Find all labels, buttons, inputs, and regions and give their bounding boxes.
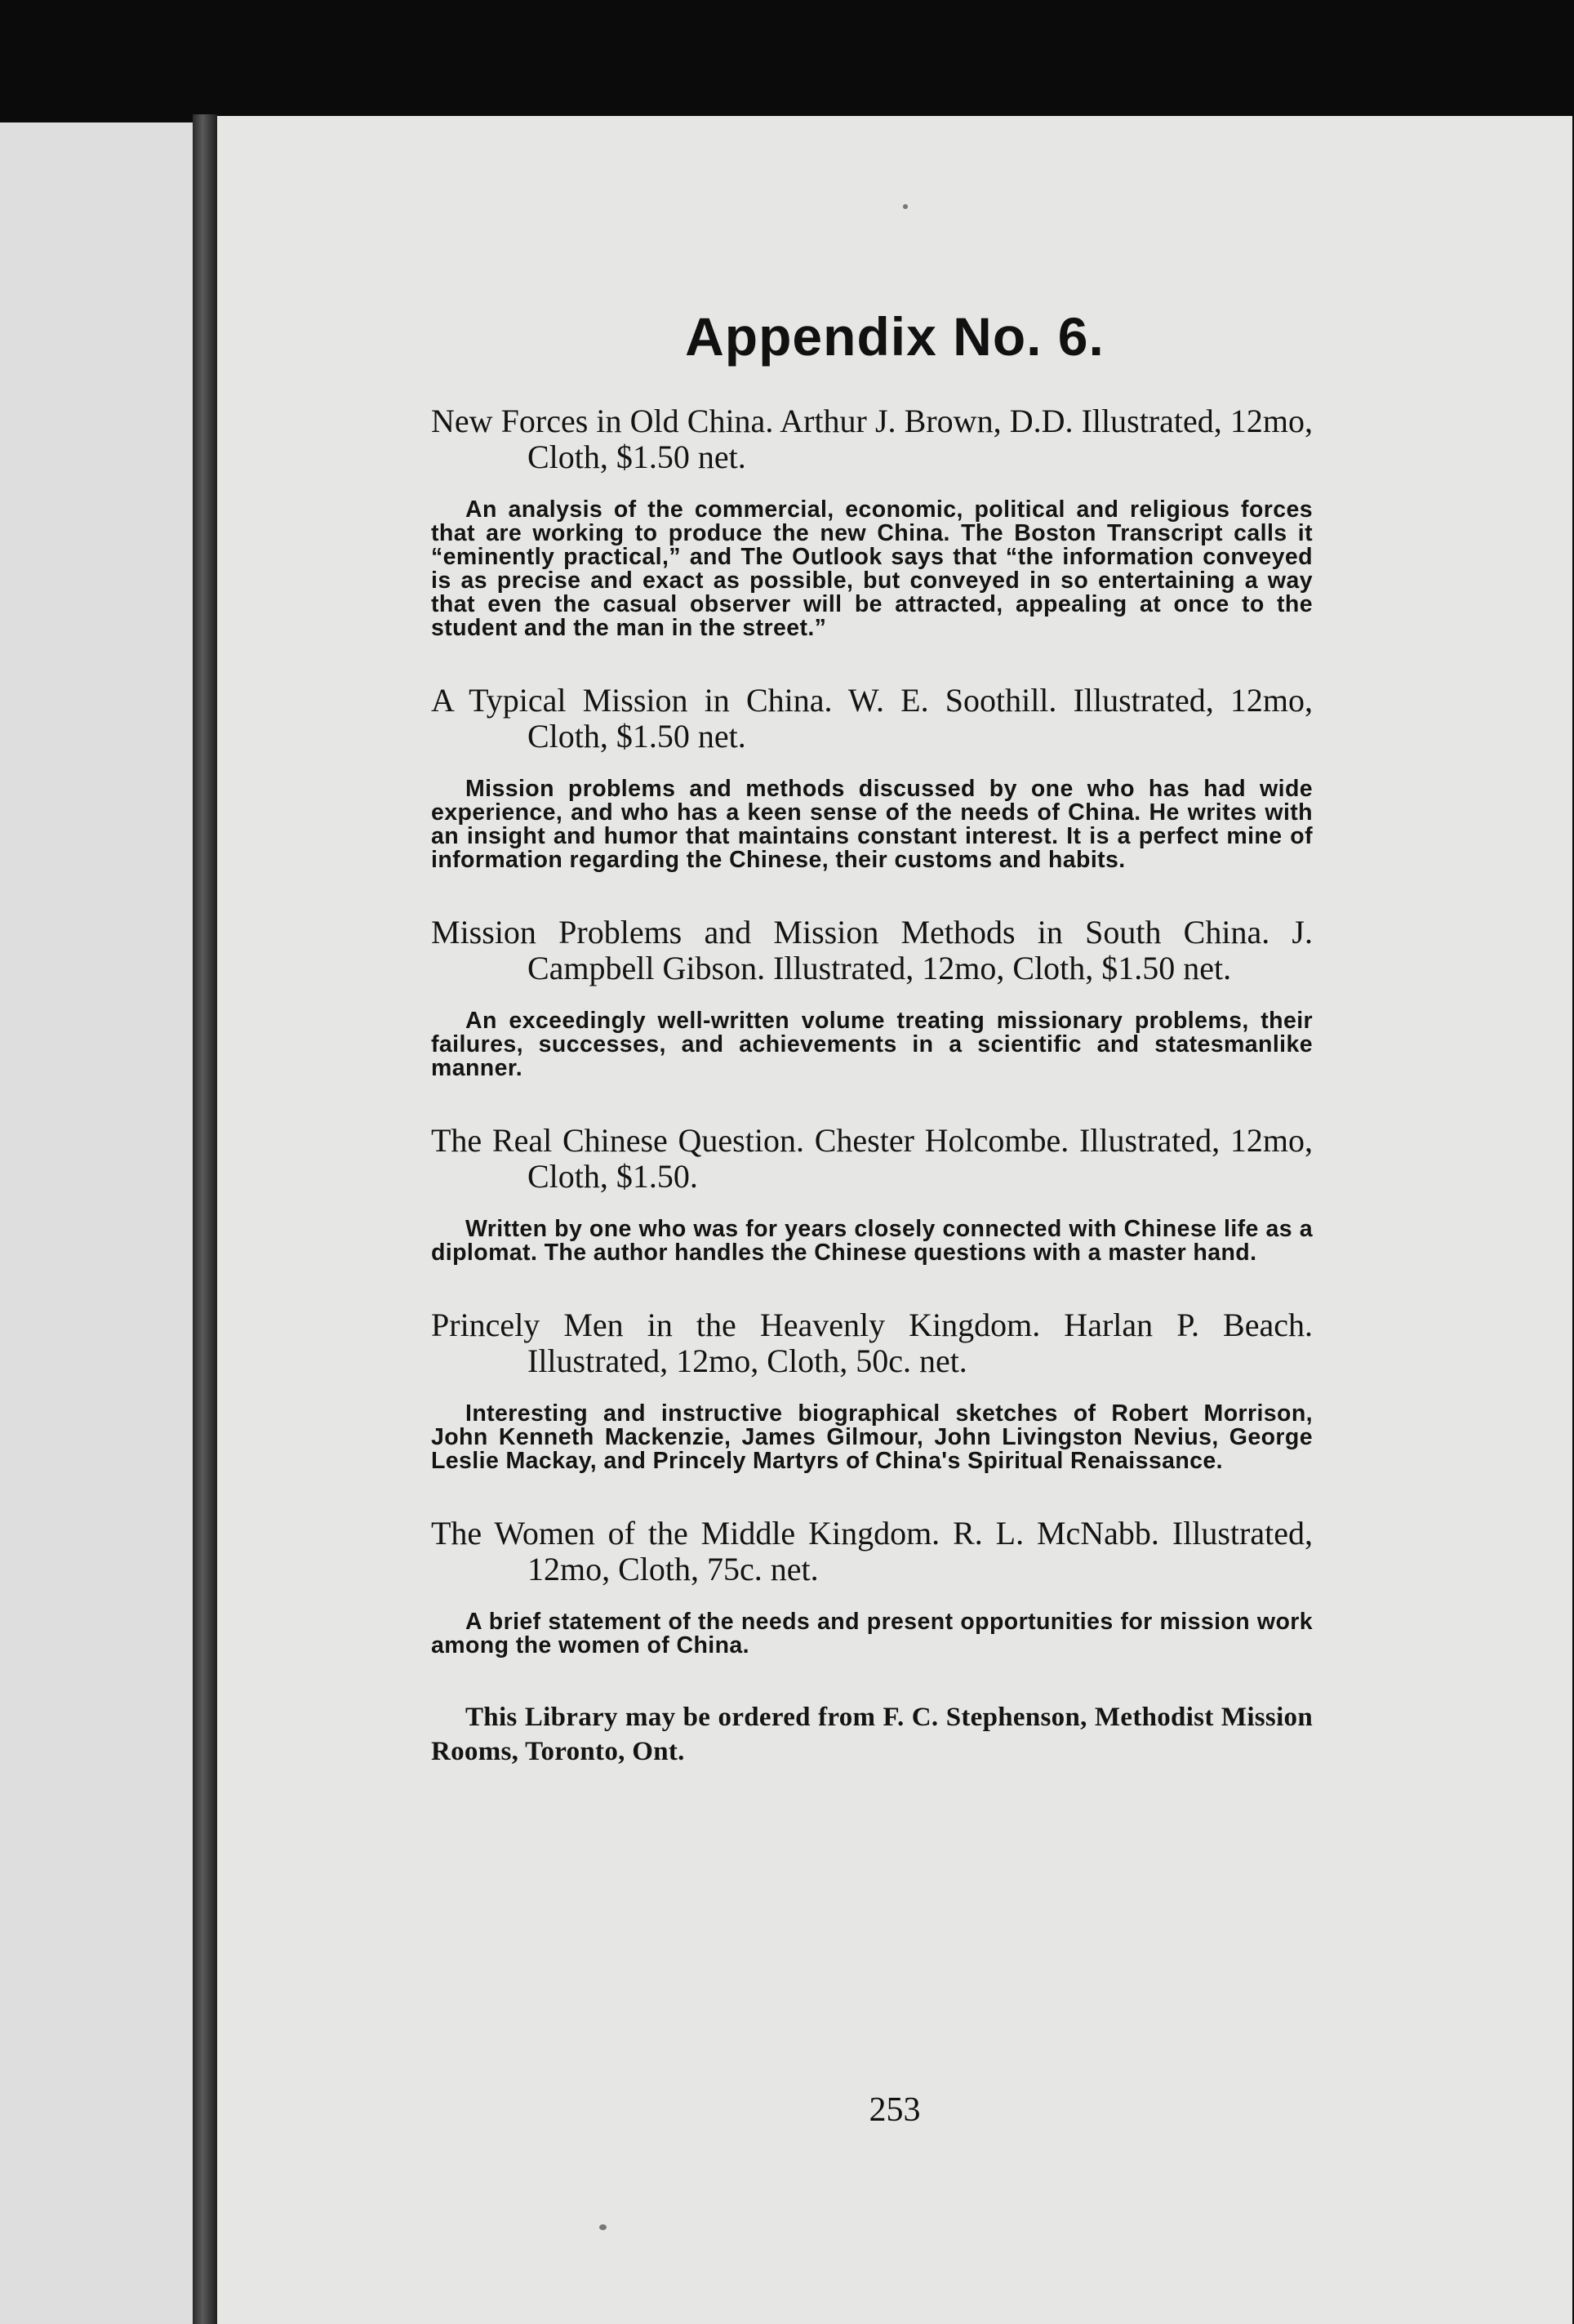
- book-description: A brief statement of the needs and present opportunities for mission work among the women of China.: [431, 1609, 1313, 1658]
- book-list: [431, 403, 1313, 1769]
- book-title: Mission Problems and Mission Methods in South China. J. Campbell Gibson. Illustrated, 12mo, Cloth, $1.50 net.: [431, 914, 1313, 986]
- list-item: [431, 403, 1313, 640]
- book-title: The Real Chinese Question. Chester Holcombe. Illustrated, 12mo, Cloth, $1.50.: [431, 1122, 1313, 1195]
- list-item: [431, 915, 1313, 1080]
- book-description: Written by one who was for years closely connected with Chinese life as a diplomat. The author handles the Chinese questions with a master hand.: [431, 1216, 1313, 1266]
- book-description: Mission problems and methods discussed by one who has had wide experience, and who has a keen sense of the needs of China. He writes with an insight and humor that maintains constant interest. It is a perfect mine of information regarding the Chinese, their customs and habits.: [431, 776, 1313, 873]
- book-description: An exceedingly well-written volume treating missionary problems, their failures, successes, and achievements in a scientific and statesmanlike manner.: [431, 1008, 1313, 1081]
- list-item: [431, 1123, 1313, 1265]
- paper-speck: [903, 204, 908, 209]
- order-note: This Library may be ordered from F. C. Stephenson, Methodist Mission Rooms, Toronto, Ont.: [431, 1703, 1313, 1766]
- book-page: [217, 116, 1572, 2324]
- book-gutter: [193, 114, 217, 2324]
- book-title: A Typical Mission in China. W. E. Soothill. Illustrated, 12mo, Cloth, $1.50 net.: [431, 682, 1313, 755]
- book-title: The Women of the Middle Kingdom. R. L. McNabb. Illustrated, 12mo, Cloth, 75c. net.: [431, 1515, 1313, 1587]
- list-item: [431, 1516, 1313, 1658]
- book-title: New Forces in Old China. Arthur J. Brown, D.D. Illustrated, 12mo, Cloth, $1.50 net.: [431, 403, 1313, 475]
- book-title: Princely Men in the Heavenly Kingdom. Harlan P. Beach. Illustrated, 12mo, Cloth, 50c. net.: [431, 1307, 1313, 1379]
- page-number: 253: [869, 2091, 921, 2129]
- facing-page: [0, 122, 202, 2324]
- book-description: Interesting and instructive biographical sketches of Robert Morrison, John Kenneth Mackenzie, James Gilmour, John Livingston Nevius, George Leslie Mackay, and Princely Martyrs of China's Spiritual Renaissance.: [431, 1400, 1313, 1474]
- book-description: An analysis of the commercial, economic, political and religious forces that are working to produce the new China. The Boston Transcript calls it “eminently practical,” and The Outlook says that “the information conveyed is as precise and exact as possible, but conveyed in so entertaining a way that even the casual observer will be attracted, appealing at once to the student and the man in the street.”: [431, 496, 1313, 641]
- list-item: [431, 1307, 1313, 1473]
- list-item: [431, 683, 1313, 872]
- paper-speck: [599, 2224, 607, 2230]
- appendix-heading: Appendix No. 6.: [685, 306, 1105, 367]
